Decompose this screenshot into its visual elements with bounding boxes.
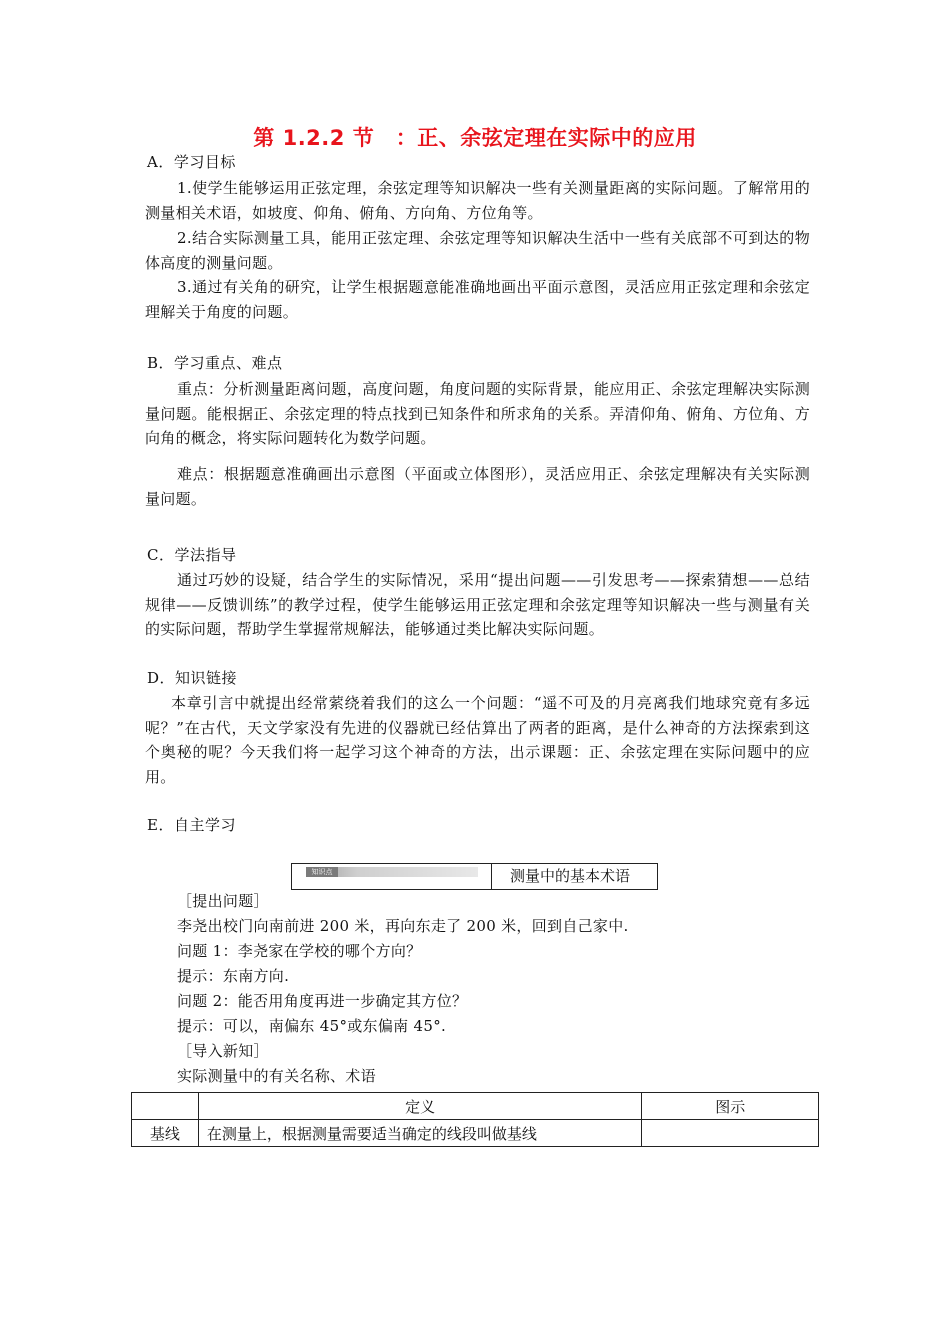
- section-a-heading: A．学习目标: [147, 153, 236, 171]
- section-b-para-1: 重点：分析测量距离问题，高度问题，角度问题的实际背景，能应用正、余弦定理解决实际测量问题。能根据正、余弦定理的特点找到已知条件和所求角的关系。弄清仰角、俯角、方位角、方向角的概念，将实际问题转化为数学问题。: [145, 380, 810, 447]
- table-cell-term: 基线: [132, 1120, 199, 1147]
- knowledge-point-banner: [291, 863, 658, 890]
- line-scenario: 李尧出校门向南前进 200 米，再向东走了 200 米，回到自己家中.: [177, 917, 629, 935]
- section-d-para-1: 本章引言中就提出经常萦绕着我们的这么一个问题：“遥不可及的月亮离我们地球究竟有多远呢？”在古代，天文学家没有先进的仪器就已经估算出了两者的距离，是什么神奇的方法探索到这个奥秘的呢？今天我们将一起学习这个神奇的方法，出示课题：正、余弦定理在实际问题中的应用。: [145, 694, 810, 786]
- knowledge-point-label-cell: [292, 864, 492, 889]
- section-a-para-1: 1.使学生能够运用正弦定理，余弦定理等知识解决一些有关测量距离的实际问题。了解常用的测量相关术语，如坡度、仰角、俯角、方向角、方位角等。: [145, 179, 810, 222]
- section-d-heading: D．知识链接: [147, 669, 238, 687]
- table-header-cell: 图示: [642, 1093, 819, 1120]
- section-c-para-1: 通过巧妙的设疑，结合学生的实际情况，采用“提出问题——引发思考——探索猜想——总结规律——反馈训练”的教学过程，使学生能够运用正弦定理和余弦定理等知识解决一些与测量有关的实际问题，帮助学生掌握常规解法，能够通过类比解决实际问题。: [145, 571, 810, 638]
- line-hint-1: 提示：东南方向.: [177, 967, 290, 985]
- section-a-para-2: 2.结合实际测量工具，能用正弦定理、余弦定理等知识解决生活中一些有关底部不可到达的物体高度的测量问题。: [145, 229, 810, 272]
- line-question-2: 问题 2：能否用角度再进一步确定其方位？: [177, 992, 468, 1010]
- line-raise-question: ［提出问题］: [177, 892, 269, 910]
- terms-table: [131, 1092, 819, 1147]
- line-question-1: 问题 1：李尧家在学校的哪个方向？: [177, 942, 422, 960]
- section-e-heading: E．自主学习: [147, 816, 236, 834]
- table-cell-definition: 在测量上，根据测量需要适当确定的线段叫做基线: [198, 1120, 642, 1147]
- section-b-heading: B．学习重点、难点: [147, 354, 283, 372]
- line-new-knowledge: ［导入新知］: [177, 1042, 269, 1060]
- section-a-para-3: 3.通过有关角的研究，让学生根据题意能准确地画出平面示意图，灵活应用正弦定理和余弦定理解关于角度的问题。: [145, 278, 810, 321]
- section-b-para-2: 难点：根据题意准确画出示意图（平面或立体图形），灵活应用正、余弦定理解决有关实际测量问题。: [145, 465, 810, 508]
- table-header-row: [132, 1093, 819, 1120]
- knowledge-point-tag: 知识点: [306, 867, 338, 877]
- table-header-cell: 定义: [198, 1093, 642, 1120]
- page-title: 第 1.2.2 节 ：正、余弦定理在实际中的应用: [253, 126, 697, 150]
- knowledge-point-title: 测量中的基本术语: [510, 867, 631, 885]
- section-c-heading: C．学法指导: [147, 546, 237, 564]
- line-hint-2: 提示：可以，南偏东 45°或东偏南 45°.: [177, 1017, 447, 1035]
- table-row: [132, 1120, 819, 1147]
- line-terms-intro: 实际测量中的有关名称、术语: [177, 1067, 376, 1085]
- table-header-cell: [132, 1093, 199, 1120]
- table-cell-diagram: [642, 1120, 819, 1147]
